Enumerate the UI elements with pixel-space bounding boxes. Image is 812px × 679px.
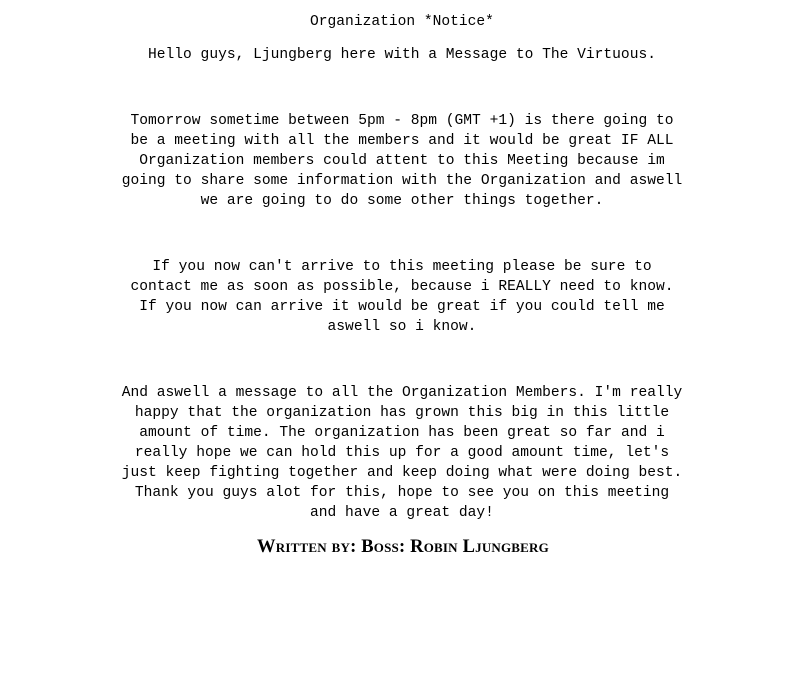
text-line: And aswell a message to all the Organization Members. I'm really — [121, 385, 683, 401]
text-line: aswell so i know. — [327, 319, 477, 335]
text-line: Thank you guys alot for this, hope to see you on this meeting — [134, 485, 670, 501]
paragraph-spacer — [0, 211, 804, 257]
paragraph-spacer — [0, 337, 804, 383]
meeting-paragraph — [102, 111, 702, 211]
text-line: Organization members could attent to this Meeting because im — [139, 153, 665, 169]
text-line: contact me as soon as possible, because i REALLY need to know. — [130, 279, 674, 295]
attendance-paragraph — [102, 257, 702, 337]
text-line: Tomorrow sometime between 5pm - 8pm (GMT +1) is there going to — [130, 113, 674, 129]
text-line: really hope we can hold this up for a good amount time, let's — [134, 445, 670, 461]
notice-title: Organization *Notice* — [310, 14, 494, 30]
text-line: If you now can arrive it would be great if you could tell me — [139, 299, 665, 315]
text-line: we are going to do some other things together. — [200, 193, 604, 209]
text-line: going to share some information with the Organization and aswell — [121, 173, 683, 189]
greeting-line: Hello guys, Ljungberg here with a Message to The Virtuous. — [148, 47, 656, 63]
text-line: and have a great day! — [310, 505, 494, 521]
notice-body — [0, 12, 804, 523]
signature-line: Written by: Boss: Robin Ljungberg — [257, 537, 549, 557]
text-line: happy that the organization has grown this big in this little — [134, 405, 670, 421]
text-line: just keep fighting together and keep doing what were doing best. — [121, 465, 683, 481]
text-line: be a meeting with all the members and it would be great IF ALL — [130, 133, 674, 149]
members-message-paragraph — [102, 383, 702, 523]
text-line: If you now can't arrive to this meeting please be sure to — [152, 259, 652, 275]
text-line: amount of time. The organization has been great so far and i — [139, 425, 665, 441]
